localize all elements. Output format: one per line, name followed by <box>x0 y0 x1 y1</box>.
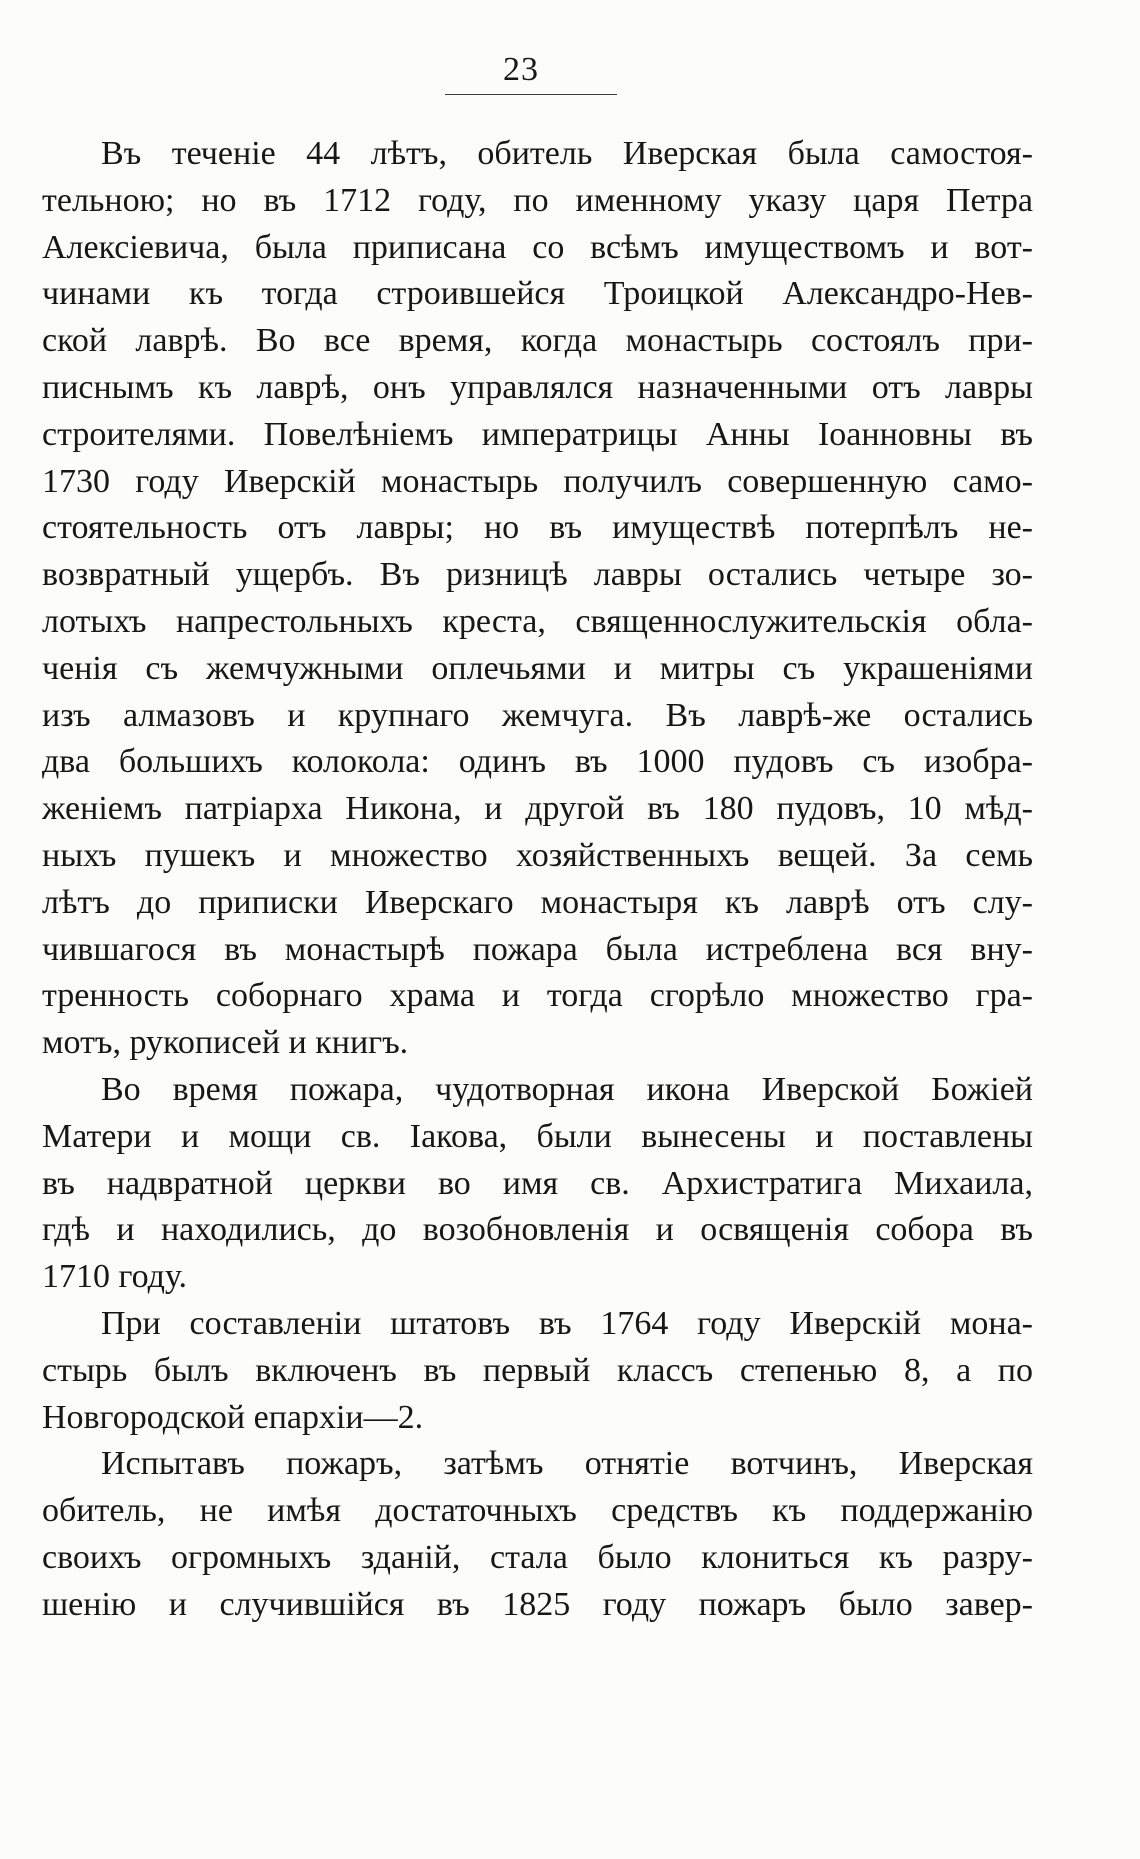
text-line: изъ алмазовъ и крупнаго жемчуга. Въ лаврѣ-же остались <box>42 696 1033 734</box>
page-number: 23 <box>503 51 539 88</box>
paragraph-3 <box>42 1301 1033 1441</box>
paragraph-1 <box>42 131 1033 1067</box>
text-line: обитель, не имѣя достаточныхъ средствъ къ поддержанію <box>42 1492 1033 1530</box>
text-line: въ надвратной церкви во имя св. Архистратига Михаила, <box>42 1164 1033 1202</box>
text-line: ченія съ жемчужными оплечьями и митры съ украшеніями <box>42 649 1033 687</box>
body-text <box>42 131 1033 1629</box>
text-line: Новгородской епархіи—2. <box>42 1398 424 1436</box>
text-line: Алексіевича, была приписана со всѣмъ имуществомъ и вот- <box>42 228 1033 266</box>
page-header <box>445 50 617 95</box>
paragraph-2 <box>42 1067 1033 1301</box>
text-line: Въ теченіе 44 лѣтъ, обитель Иверская была самостоя- <box>101 135 1033 172</box>
text-line: 1730 году Иверскій монастырь получилъ совершенную само- <box>42 462 1033 500</box>
text-line: При составленіи штатовъ въ 1764 году Иверскій мона- <box>101 1304 1033 1342</box>
text-line: строителями. Повелѣніемъ императрицы Анны Іоанновны въ <box>42 415 1033 453</box>
text-line: ныхъ пушекъ и множество хозяйственныхъ вещей. За семь <box>42 836 1033 874</box>
paragraph-4 <box>42 1441 1033 1628</box>
text-line: мотъ, рукописей и книгъ. <box>42 1024 409 1062</box>
text-line: писнымъ къ лаврѣ, онъ управлялся назначенными отъ лавры <box>42 368 1033 406</box>
text-line: чинами къ тогда строившейся Троицкой Александро-Нев- <box>42 275 1033 313</box>
text-line: гдѣ и находились, до возобновленія и освященія собора въ <box>42 1211 1033 1249</box>
text-line: тренность соборнаго храма и тогда сгорѣло множество гра- <box>42 977 1033 1015</box>
text-line: ской лаврѣ. Во все время, когда монастырь состоялъ при- <box>42 322 1033 360</box>
text-line: 1710 году. <box>42 1258 188 1296</box>
text-line: два большихъ колокола: одинъ въ 1000 пудовъ съ изобра- <box>42 743 1033 781</box>
text-line: Матери и мощи св. Іакова, были вынесены и поставлены <box>42 1117 1033 1155</box>
text-line: стоятельность отъ лавры; но въ имуществѣ потерпѣлъ не- <box>42 509 1033 547</box>
text-line: Во время пожара, чудотворная икона Иверской Божіей <box>101 1070 1033 1108</box>
text-line: лотыхъ напрестольныхъ креста, священнослужительскія обла- <box>42 602 1033 640</box>
text-line: Испытавъ пожаръ, затѣмъ отнятіе вотчинъ, Иверская <box>101 1445 1033 1483</box>
text-line: возвратный ущербъ. Въ ризницѣ лавры остались четыре зо- <box>42 556 1033 594</box>
text-line: тельною; но въ 1712 году, по именному указу царя Петра <box>42 181 1033 219</box>
text-line: стырь былъ включенъ въ первый классъ степенью 8, а по <box>42 1351 1033 1389</box>
text-line: женіемъ патріарха Никона, и другой въ 180 пудовъ, 10 мѣд- <box>42 790 1033 828</box>
text-line: шенію и случившійся въ 1825 году пожаръ было завер- <box>42 1585 1033 1623</box>
text-line: своихъ огромныхъ зданій, стала было клониться къ разру- <box>42 1538 1033 1576</box>
text-line: лѣтъ до приписки Иверскаго монастыря къ лаврѣ отъ слу- <box>42 883 1033 921</box>
text-line: чившагося въ монастырѣ пожара была истреблена вся вну- <box>42 930 1033 968</box>
